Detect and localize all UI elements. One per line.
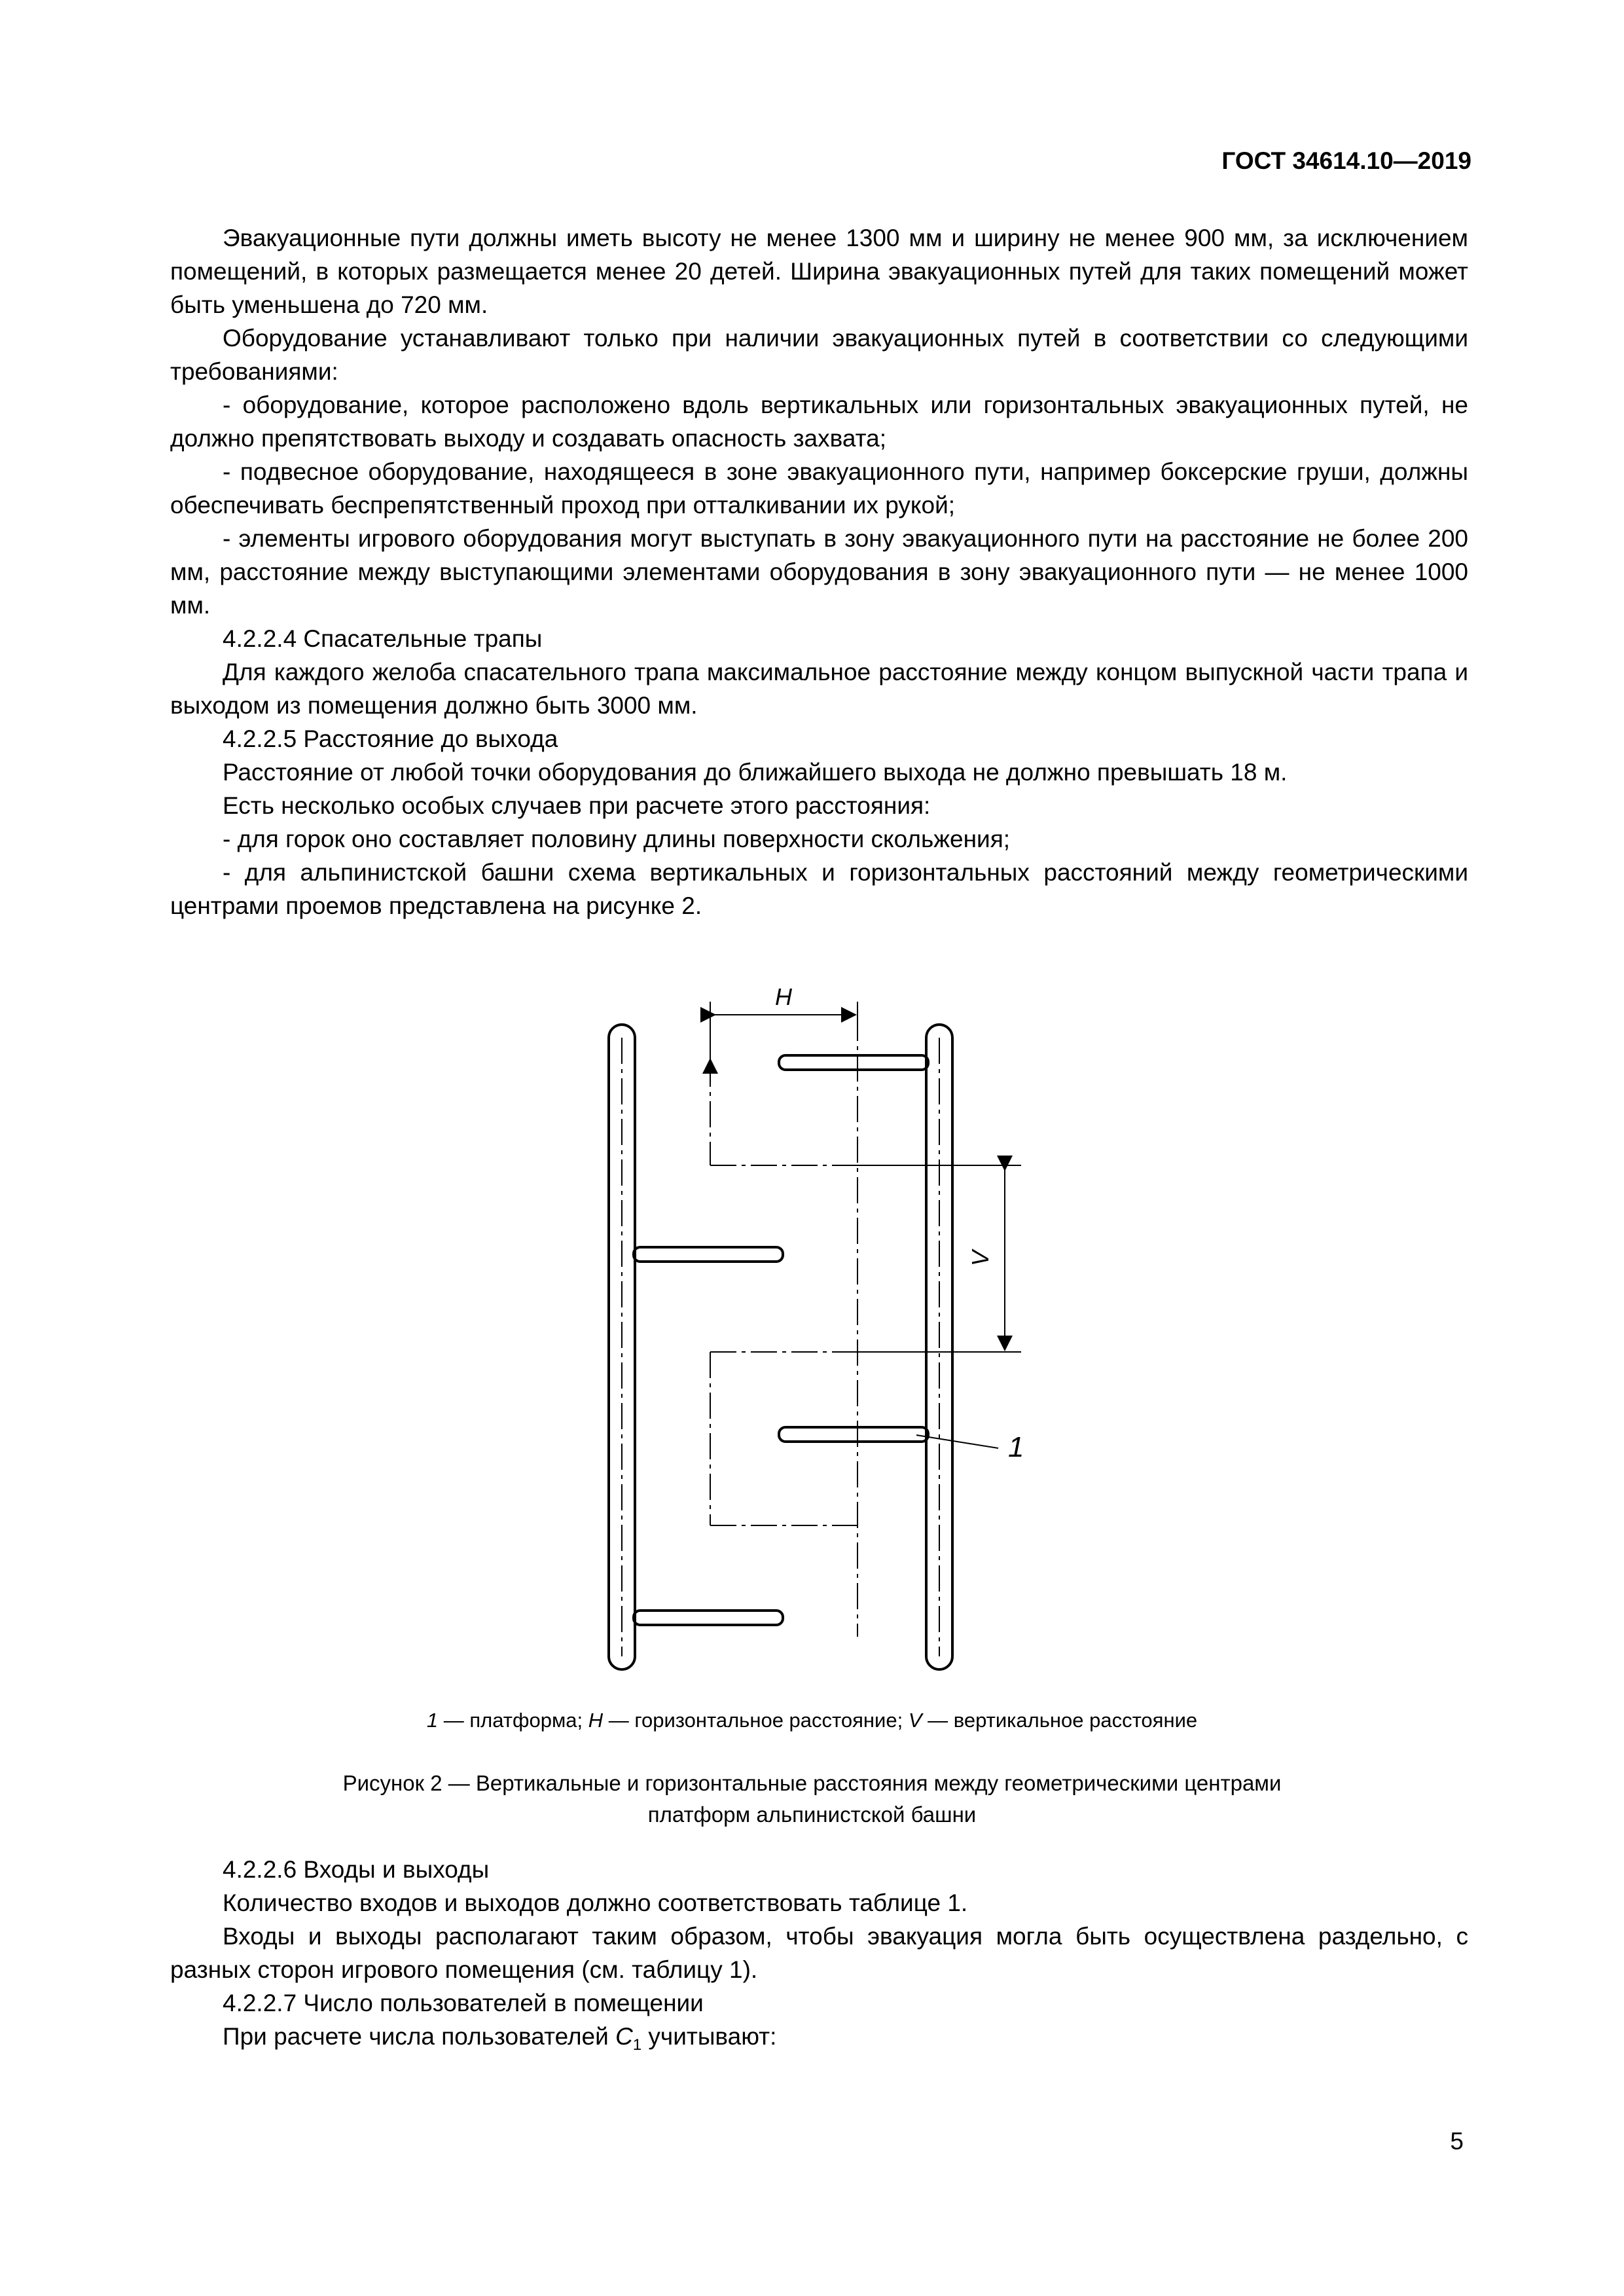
v-label: V [967,1250,994,1267]
list-item: - подвесное оборудование, находящееся в зоне эвакуационного пути, например боксерские груши, должны обеспечивать беспрепятственный проход при отталкивании их рукой; [170,458,1468,519]
figure-caption [0,1768,1624,1831]
caption-line-1: Рисунок 2 — Вертикальные и горизонтальные расстояния между геометрическими центрами [342,1771,1282,1795]
paragraph [170,2020,1468,2062]
platform-middle-left [634,1247,783,1262]
legend-text-1: — платформа; [438,1709,588,1732]
climbing-tower-diagram [589,962,1087,1683]
section-heading: 4.2.2.7 Число пользователей в помещении [223,1990,704,2016]
paragraph: Эвакуационные пути должны иметь высоту не менее 1300 мм и ширину не менее 900 мм, за исключением помещений, в которых размещается менее 20 детей. Ширина эвакуационных путей для таких помещений может быть уменьшена до 720 мм. [170,225,1468,318]
body-text-bottom [170,1853,1468,2062]
platform-bottom-left [634,1611,783,1625]
leader-line-1 [916,1435,998,1448]
paragraph: Для каждого желоба спасательного трапа максимальное расстояние между концом выпускной части трапа и выходом из помещения должно быть 3000 мм. [170,659,1468,719]
paragraph: Количество входов и выходов должно соответствовать таблице 1. [223,1889,968,1916]
platform-upper-right [779,1055,928,1070]
h-label: H [775,983,792,1010]
caption-line-2: платформ альпинистской башни [647,1802,977,1827]
list-item: - элементы игрового оборудования могут выступать в зону эвакуационного пути на расстояние не более 200 мм, расстояние между выступающими элементами оборудования в зону эвакуационного пути — не менее 1000 мм. [170,525,1468,619]
legend-v: V [908,1709,922,1732]
legend-num: 1 [426,1709,439,1732]
legend-h: H [588,1709,604,1732]
legend-text-3: — вертикальное расстояние [922,1709,1198,1732]
document-code-header: ГОСТ 34614.10—2019 [1221,147,1471,174]
callout-1-label: 1 [1008,1431,1024,1463]
list-item: - для горок оно составляет половину длины поверхности скольжения; [223,826,1011,852]
last-line-suffix: учитывают: [641,2023,777,2050]
list-item: - для альпинистской башни схема вертикальных и горизонтальных расстояний между геометрическими центрами проемов представлена на рисунке 2. [170,859,1468,919]
paragraph: Есть несколько особых случаев при расчете этого расстояния: [223,792,931,819]
page-number: 5 [1450,2128,1464,2155]
var-c-sub: 1 [632,2036,642,2054]
legend-text-2: — горизонтальное расстояние; [603,1709,909,1732]
figure-legend [0,1709,1624,1732]
paragraph: Оборудование устанавливают только при наличии эвакуационных путей в соответствии со следующими требованиями: [170,325,1468,385]
section-heading: 4.2.2.6 Входы и выходы [223,1856,490,1883]
var-c: C [615,2023,633,2050]
paragraph: Входы и выходы располагают таким образом, чтобы эвакуация могла быть осуществлена раздельно, с разных сторон игрового помещения (см. таблицу 1). [170,1923,1468,1983]
section-heading: 4.2.2.4 Спасательные трапы [223,625,543,652]
section-heading: 4.2.2.5 Расстояние до выхода [223,725,558,752]
list-item: - оборудование, которое расположено вдоль вертикальных или горизонтальных эвакуационных путей, не должно препятствовать выходу и создавать опасность захвата; [170,392,1468,452]
body-text-top [170,221,1468,922]
last-line-prefix: При расчете числа пользователей [223,2023,616,2050]
platform-lower-right [779,1427,928,1442]
paragraph: Расстояние от любой точки оборудования до ближайшего выхода не должно превышать 18 м. [223,759,1288,786]
